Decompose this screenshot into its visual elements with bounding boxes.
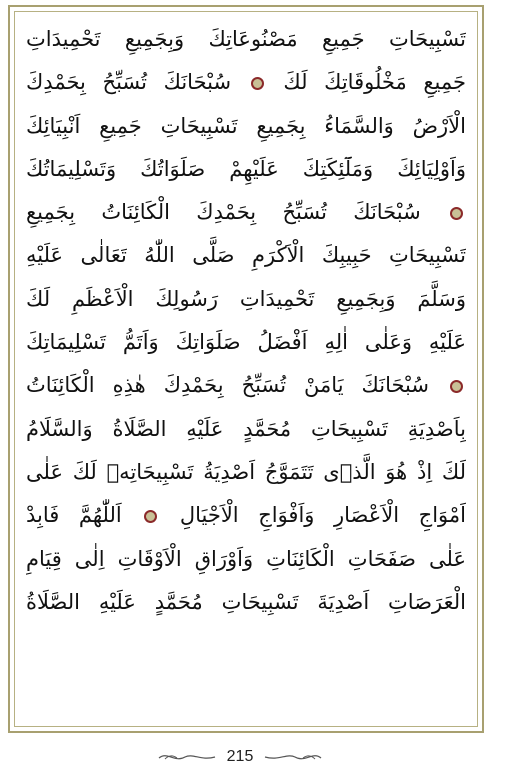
text-line-2 (26, 61, 466, 104)
rose-separator-icon (450, 207, 463, 220)
page-number: 215 (226, 748, 254, 765)
text-line-10: بِاَصْدِيَةِ تَسْبِيحَاتِ مُحَمَّدٍ عَلَيْهِ الصَّلَاةُ وَالسَّلَامُ (26, 416, 466, 441)
text-line-8: عَلَيْهِ وَعَلٰى اٰلِهِ اَفْضَلُ صَلَوَاتِكَ وَاَتَمُّ تَسْلِيمَاتِكَ (26, 330, 466, 355)
arabic-text-block (26, 18, 466, 718)
text-line-12 (26, 494, 466, 537)
text-line-3: الْاَرْضُ وَالسَّمَاءُ بِجَمِيعِ تَسْبِيحَاتِ جَمِيعِ اَنْبِيَائِكَ (26, 113, 466, 138)
text-line-14: الْعَرَصَاتِ اَصْدِيَةَ تَسْبِيحَاتِ مُحَمَّدٍ عَلَيْهِ الصَّلَاةُ (26, 589, 466, 614)
right-flourish-icon (263, 749, 323, 765)
text-line-7: وَسَلَّمَ وَبِجَمِيعِ تَحْمِيدَاتِ رَسُولِكَ الْاَعْظَمِ لَكَ (26, 286, 466, 311)
text-line-13: عَلٰى صَفَحَاتِ الْكَائِنَاتِ وَاَوْرَاقِ الْاَوْقَاتِ اِلٰى قِيَامِ (26, 546, 466, 571)
rose-separator-icon (450, 380, 463, 393)
text-line-12-part-1: اَمْوَاجِ الْاَعْصَارِ وَاَفْوَاجِ الْاَجْيَالِ (179, 503, 466, 528)
text-line-1: تَسْبِيحَاتِ جَمِيعِ مَصْنُوعَاتِكَ وَبِجَمِيعِ تَحْمِيدَاتِ (26, 27, 466, 51)
rose-separator-icon (251, 77, 264, 90)
text-line-2-part-2: سُبْحَانَكَ تُسَبِّحُ بِحَمْدِكَ (26, 70, 232, 95)
text-line-2-part-1: جَمِيعِ مَخْلُوقَاتِكَ لَكَ (283, 70, 466, 95)
text-line-4: وَاَوْلِيَائِكَ وَمَلَٓئِكَتِكَ عَلَيْهِمْ صَلَوَاتُكَ وَتَسْلِيمَاتُكَ (26, 156, 466, 181)
page-footer (150, 745, 330, 769)
text-line-9 (26, 364, 466, 407)
rose-separator-icon (144, 510, 157, 523)
text-line-5-text: سُبْحَانَكَ تُسَبِّحُ بِحَمْدِكَ الْكَائِنَاتُ بِجَمِيعِ (26, 200, 421, 225)
left-flourish-icon (157, 749, 217, 765)
text-line-12-part-2: اَللّٰهُمَّ فَابِدْ (26, 503, 122, 528)
text-line-9-text: سُبْحَانَكَ يَامَنْ تُسَبِّحُ بِحَمْدِكَ هٰذِهِ الْكَائِنَاتُ (26, 373, 429, 398)
text-line-5 (26, 191, 466, 234)
text-line-11: لَكَ اِذْ هُوَ الَّذٖى تَتَمَوَّجُ اَصْدِيَةُ تَسْبِيحَاتِهٖ لَكَ عَلٰى (26, 459, 466, 484)
text-line-6: تَسْبِيحَاتِ حَبِيبِكَ الْاَكْرَمِ صَلَّى اللّٰهُ تَعَالٰى عَلَيْهِ (26, 243, 466, 268)
